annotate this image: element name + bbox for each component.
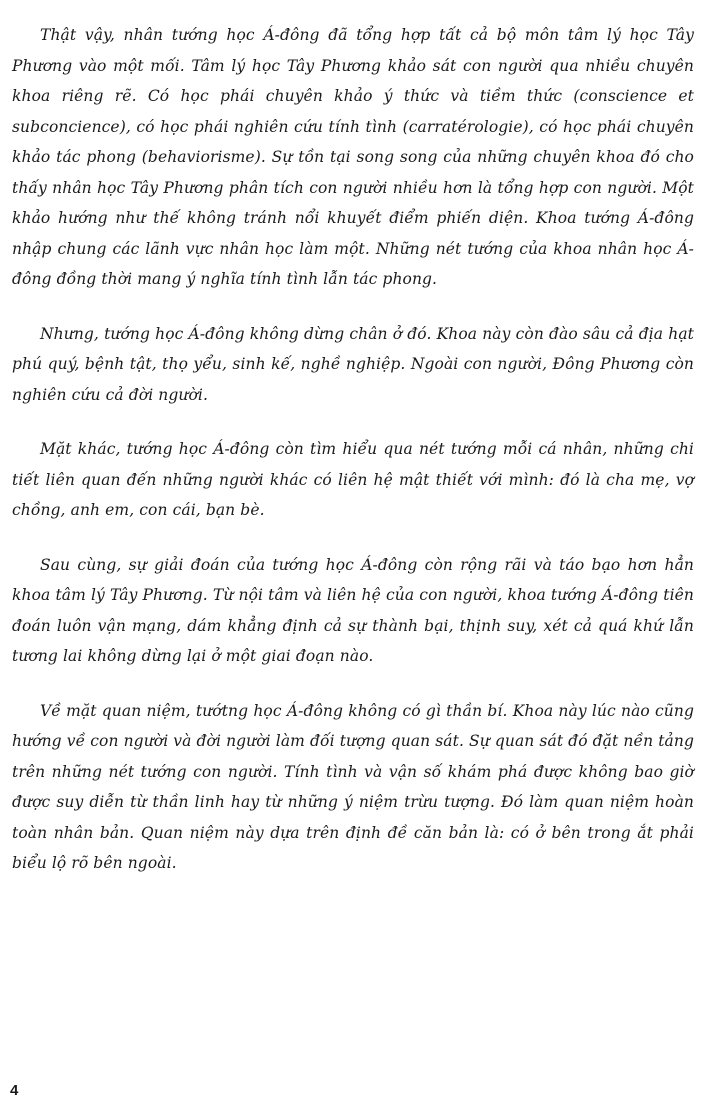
paragraph-1: Thật vậy, nhân tướng học Á-đông đã tổng hợp tất cả bộ môn tâm lý học Tây Phương vào một mối. Tâm lý học Tây Phương khảo sát con người qua nhiều chuyên khoa riêng rẽ. Có học phái chuyên khảo ý thức và tiềm thức (conscience et subconcience), có học phái nghiên cứu tính tình (carratérologie), có học phái chuyên khảo tác phong (behaviorisme). Sự tồn tại song song của những chuyên khoa đó cho thấy nhân học Tây Phương phân tích con người nhiều hơn là tổng hợp con người. Một khảo hướng như thế không tránh nổi khuyết điểm phiến diện. Khoa tướng Á-đông nhập chung các lãnh vực nhân học làm một. Những nét tướng của khoa nhân học Á-đông đồng thời mang ý nghĩa tính tình lẫn tác phong. (12, 26, 694, 288)
paragraph-3: Mặt khác, tướng học Á-đông còn tìm hiểu qua nét tướng mỗi cá nhân, những chi tiết liên quan đến những người khác có liên hệ mật thiết với mình: đó là cha mẹ, vợ chồng, anh em, con cái, bạn bè. (12, 440, 694, 519)
paragraph-5: Về mặt quan niệm, tướtng học Á-đông không có gì thần bí. Khoa này lúc nào cũng hướng về con người và đời người làm đối tượng quan sát. Sự quan sát đó đặt nền tảng trên những nét tướng con người. Tính tình và vận số khám phá được không bao giờ được suy diễn từ thần linh hay từ những ý niệm trừu tượng. Đó làm quan niệm hoàn toàn nhân bản. Quan niệm này dựa trên định đề căn bản là: có ở bên trong ắt phải biểu lộ rõ bên ngoài. (12, 701, 694, 872)
page-number: 4 (10, 1082, 19, 1099)
paragraph-2: Nhưng, tướng học Á-đông không dừng chân ở đó. Khoa này còn đào sâu cả địa hạt phú quý, bệnh tật, thọ yểu, sinh kế, nghề nghiệp. Ngoài con người, Đông Phương còn nghiên cứu cả đời người. (12, 324, 694, 404)
paragraph-4: Sau cùng, sự giải đoán của tướng học Á-đông còn rộng rãi và táo bạo hơn hẳn khoa tâm lý Tây Phương. Từ nội tâm và liên hệ của con người, khoa tướng Á-đông tiên đoán luôn vận mạng, dám khẳng định cả sự thành bại, thịnh suy, xét cả quá khứ lẫn tương lai không dừng lại ở một giai đoạn nào. (12, 555, 694, 665)
book-page (12, 20, 694, 1080)
